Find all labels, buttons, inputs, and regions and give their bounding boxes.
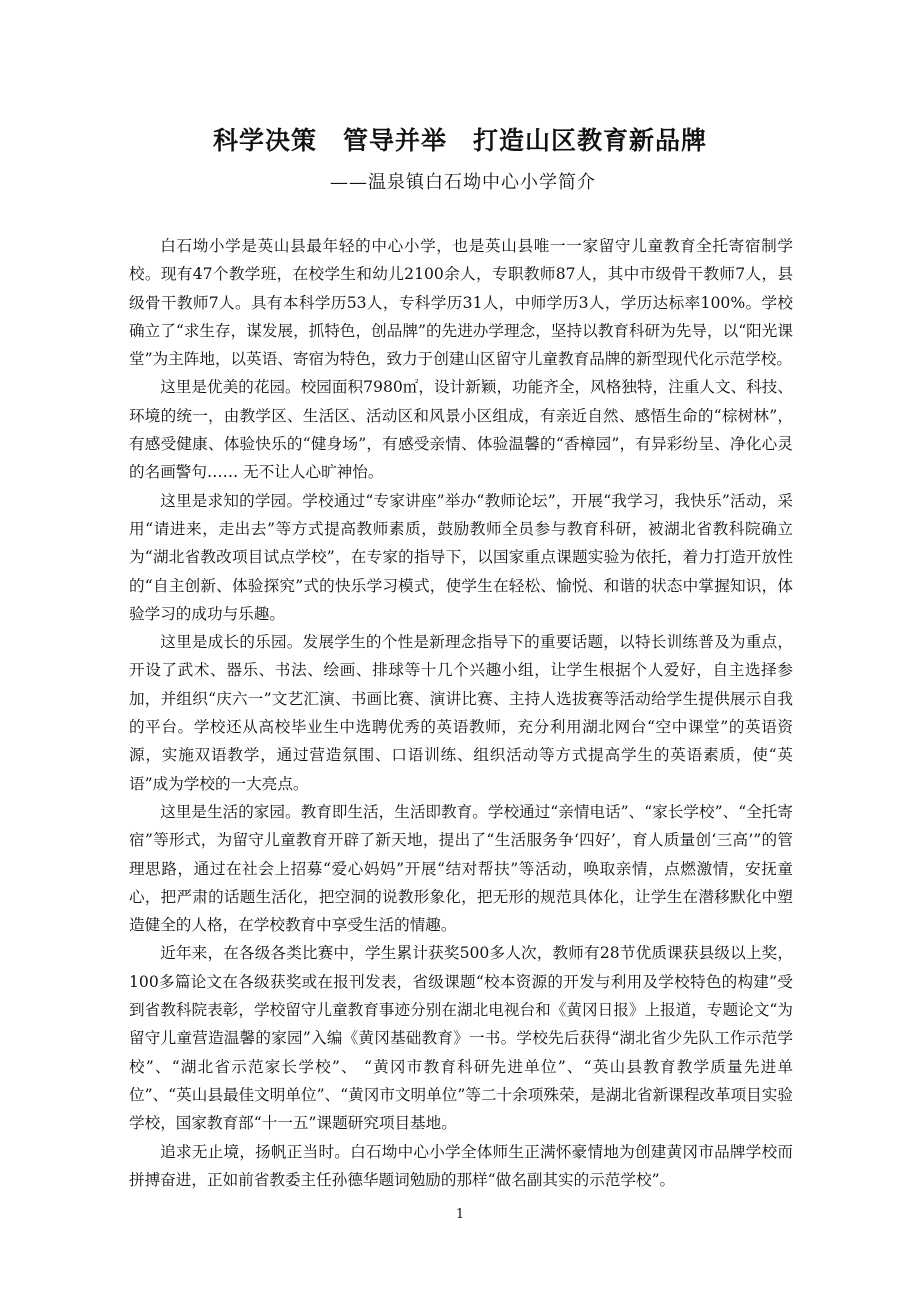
document-title: 科学决策 管导并举 打造山区教育新品牌 (212, 126, 707, 155)
paragraph-closing: 追求无止境，扬帆正当时。白石坳中心小学全体师生正满怀豪情地为创建黄冈市品牌学校而拼搏奋进，正如前省教委主任孙德华题词勉励的那样“做名副其实的示范学校”。 (129, 1142, 793, 1189)
paragraph-intro: 白石坳小学是英山县最年轻的中心小学，也是英山县唯一一家留守儿童教育全托寄宿制学校。现有47个教学班，在校学生和幼儿2100余人，专职教师87人，其中市级骨干教师7人，县级骨干教师7人。具有本科学历53人，专科学历31人，中师学历3人，学历达标率100%。学校确立了“求生存，谋发展，抓特色，创品牌”的先进办学理念，坚持以教育科研为先导，以“阳光课堂”为主阵地，以英语、寄宿为特色，致力于创建山区留守儿童教育品牌的新型现代化示范学校。 (129, 237, 793, 369)
paragraph-home: 这里是生活的家园。教育即生活，生活即教育。学校通过“亲情电话”、“家长学校”、“全托寄宿”等形式，为留守儿童教育开辟了新天地，提出了“生活服务争‘四好’，育人质量创‘三高’”的管理思路，通过在社会上招募“爱心妈妈”开展“结对帮扶”等活动，唤取亲情，点燃激情，安抚童心，把严肃的话题生活化，把空洞的说教形象化，把无形的规范具体化，让学生在潜移默化中塑造健全的人格，在学校教育中享受生活的情趣。 (129, 802, 793, 935)
document-body (129, 232, 793, 1194)
paragraph-growth: 这里是成长的乐园。发展学生的个性是新理念指导下的重要话题，以特长训练普及为重点，开设了武术、器乐、书法、绘画、排球等十几个兴趣小组，让学生根据个人爱好，自主选择参加，并组织“庆六一”文艺汇演、书画比赛、演讲比赛、主持人选拔赛等活动给学生提供展示自我的平台。学校还从高校毕业生中选聘优秀的英语教师，充分利用湖北网台“空中课堂”的英语资源，实施双语教学，通过营造氛围、口语训练、组织活动等方式提高学生的英语素质，使“英语”成为学校的一大亮点。 (129, 633, 793, 793)
page-number: 1 (455, 1207, 465, 1222)
paragraph-garden: 这里是优美的花园。校园面积7980㎡，设计新颖，功能齐全，风格独特，注重人文、科技、环境的统一，由教学区、生活区、活动区和风景小区组成，有亲近自然、感悟生命的“棕树林”，有感受健康、体验快乐的“健身场”，有感受亲情、体验温馨的“香樟园”，有异彩纷呈、净化心灵的名画警句…… 无不让人心旷神怡。 (129, 378, 793, 482)
paragraph-learning: 这里是求知的学园。学校通过“专家讲座”举办“教师论坛”，开展“我学习，我快乐”活动，采用“请进来，走出去”等方式提高教师素质，鼓励教师全员参与教育科研，被湖北省教科院确立为“湖北省教改项目试点学校”，在专家的指导下，以国家重点课题实验为依托，着力打造开放性的“自主创新、体验探究”式的快乐学习模式，使学生在轻松、愉悦、和谐的状态中掌握知识，体验学习的成功与乐趣。 (129, 491, 793, 623)
paragraph-achievements: 近年来，在各级各类比赛中，学生累计获奖500多人次，教师有28节优质课获县级以上奖，100多篇论文在各级获奖或在报刊发表，省级课题“校本资源的开发与利用及学校特色的构建”受到省教科院表彰，学校留守儿童教育事迹分别在湖北电视台和《黄冈日报》上报道，专题论文“为留守儿童营造温馨的家园”入编《黄冈基础教育》一书。学校先后获得“湖北省少先队工作示范学校”、“湖北省示范家长学校”、 “黄冈市教育科研先进单位”、“英山县教育教学质量先进单位”、“英山县最佳文明单位”、“黄冈市文明单位”等二十余项殊荣，是湖北省新课程改革项目实验学校，国家教育部“十一五”课题研究项目基地。 (129, 944, 793, 1133)
document-subtitle: ——温泉镇白石坳中心小学简介 (330, 172, 596, 193)
